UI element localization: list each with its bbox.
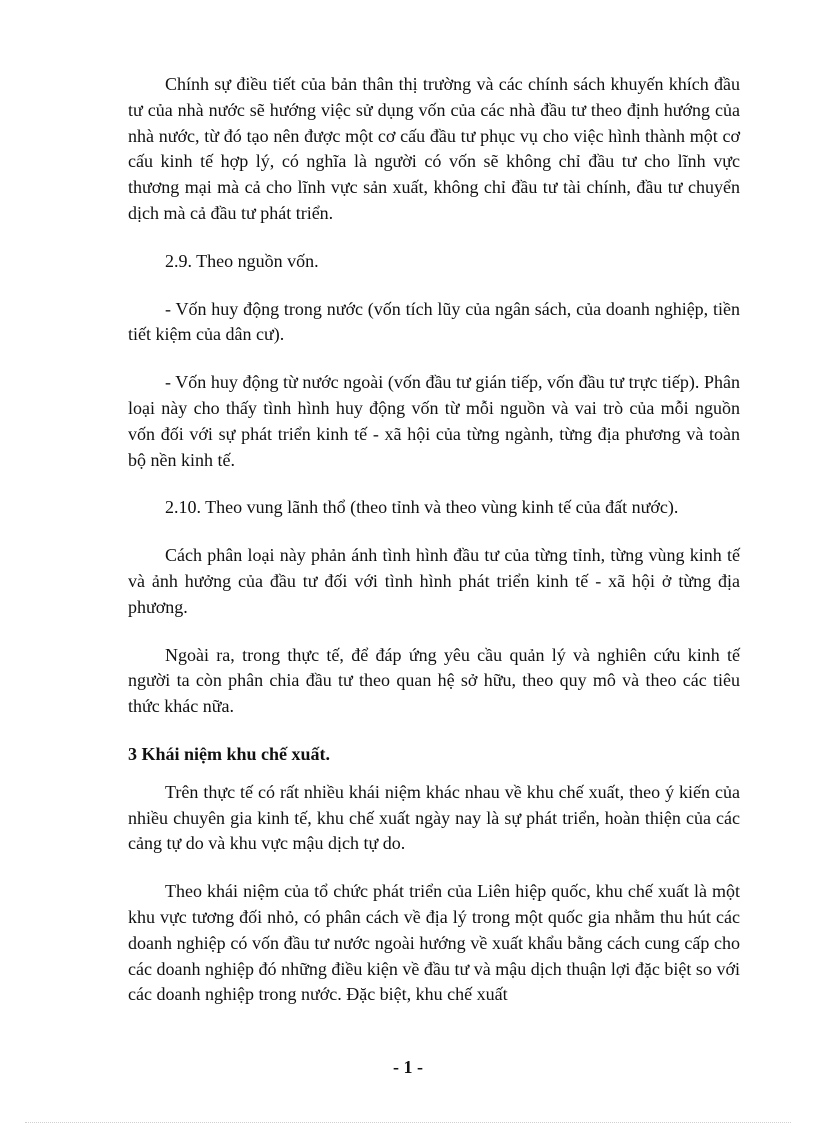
paragraph-epz-concepts: Trên thực tế có rất nhiều khái niệm khác nhau về khu chế xuất, theo ý kiến của nhiều chuyên gia kinh tế, khu chế xuất ngày nay là sự phát triển, hoàn thiện của các cảng tự do và khu vực mậu dịch tự do.: [128, 781, 740, 854]
page-body: [128, 72, 740, 1008]
paragraph-market-regulation: Chính sự điều tiết của bản thân thị trường và các chính sách khuyến khích đầu tư của nhà nước sẽ hướng việc sử dụng vốn của các nhà đầu tư theo định hướng của nhà nước, từ đó tạo nên được một cơ cấu đầu tư phục vụ cho việc hình thành một cơ cấu kinh tế hợp lý, có nghĩa là người có vốn sẽ không chỉ đầu tư cho lĩnh vực thương mại mà cả cho lĩnh vực sản xuất, không chỉ đầu tư tài chính, đầu tư chuyển dịch mà cả đầu tư phát triển.: [128, 74, 740, 223]
section-heading-3: 3 Khái niệm khu chế xuất.: [128, 743, 331, 764]
section-heading-2-10: 2.10. Theo vung lãnh thổ (theo tỉnh và theo vùng kinh tế của đất nước).: [165, 497, 679, 518]
page-number: - 1 -: [393, 1057, 423, 1077]
paragraph-domestic-capital: - Vốn huy động trong nước (vốn tích lũy của ngân sách, của doanh nghiệp, tiền tiết kiệm của dân cư).: [128, 298, 740, 345]
paragraph-foreign-capital: - Vốn huy động từ nước ngoài (vốn đầu tư gián tiếp, vốn đầu tư trực tiếp). Phân loại này cho thấy tình hình huy động vốn từ mỗi nguồn và vai trò của mỗi nguồn vốn đối với sự phát triển kinh tế - xã hội của từng ngành, từng địa phương và toàn bộ nền kinh tế.: [128, 372, 740, 470]
section-heading-2-9: 2.9. Theo nguồn vốn.: [165, 250, 319, 271]
paragraph-territorial-classification: Cách phân loại này phản ánh tình hình đầu tư của từng tỉnh, từng vùng kinh tế và ảnh hưởng của đầu tư đối với tình hình phát triển kinh tế - xã hội ở từng địa phương.: [128, 545, 740, 617]
paragraph-other-criteria: Ngoài ra, trong thực tế, để đáp ứng yêu cầu quản lý và nghiên cứu kinh tế người ta còn phân chia đầu tư theo quan hệ sở hữu, theo quy mô và theo các tiêu thức khác nữa.: [128, 644, 740, 717]
paragraph-un-definition: Theo khái niệm của tổ chức phát triển của Liên hiệp quốc, khu chế xuất là một khu vực tương đối nhỏ, có phân cách về địa lý trong một quốc gia nhằm thu hút các doanh nghiệp có vốn đầu tư nước ngoài hướng về xuất khẩu bằng cách cung cấp cho các doanh nghiệp đó những điều kiện về đầu tư và mậu dịch thuận lợi đặc biệt so với các doanh nghiệp trong nước. Đặc biệt, khu chế xuất: [128, 881, 740, 1005]
